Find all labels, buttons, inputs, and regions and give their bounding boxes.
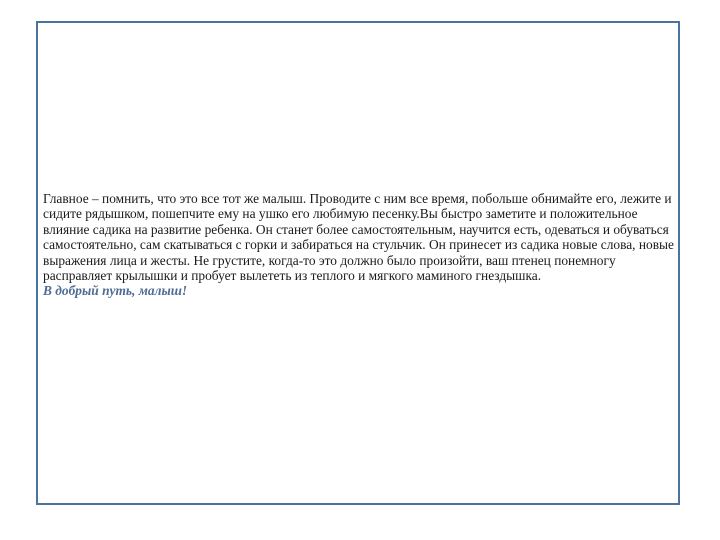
body-paragraph: Главное – помнить, что это все тот же малыш. Проводите с ним все время, побольше обнимайте его, лежите и сидите рядышком, пошепчите ему на ушко его любимую песенку.Вы быстро заметите и положительное влияние садика на развитие ребенка. Он станет более самостоятельным, научится есть, одеваться и обуваться самостоятельно, сам скатываться с горки и забираться на стульчик. Он принесет из садика новые слова, новые выражения лица и жесты. Не грустите, когда-то это должно было произойти, ваш птенец понемногу расправляет крылышки и пробует вылететь из теплого и мягкого маминого гнездышка.	[43, 191, 674, 284]
text-block	[43, 191, 677, 299]
farewell-line: В добрый путь, малыш!	[43, 283, 188, 299]
